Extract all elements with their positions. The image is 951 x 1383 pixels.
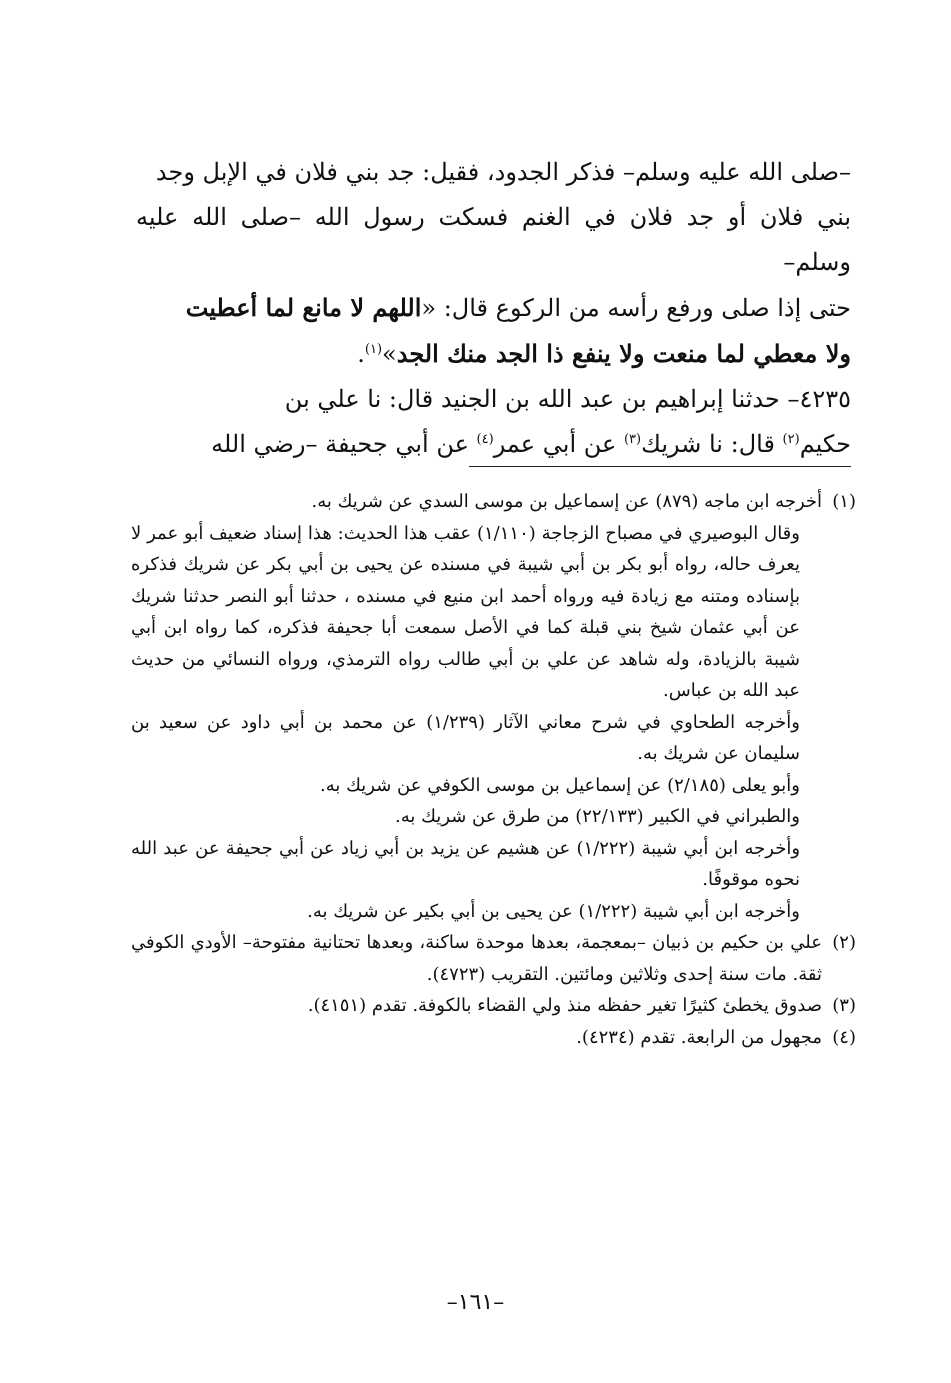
- main-text: [136, 150, 851, 467]
- hadith-quote-bold: اللهم لا مانع لما أعطيت: [185, 293, 422, 322]
- footnote-ref: (٤): [476, 432, 494, 447]
- hadith-text: حكيم: [799, 430, 851, 458]
- footnote-paragraph: علي بن حكيم بن ذبيان –بمعجمة، بعدها موحدة ساكنة، وبعدها تحتانية مفتوحة– الأودي الكوفي ثقة. مات سنة إحدى وثلاثين ومائتين. التقريب (٤٧٢٣).: [131, 932, 822, 985]
- period: .: [357, 340, 365, 368]
- hadith-line: ٤٢٣٥– حدثنا إبراهيم بن عبد الله بن الجنيد قال: نا علي بن: [284, 385, 851, 413]
- main-line: [136, 285, 851, 331]
- footnote-paragraph: أخرجه ابن ماجه (٨٧٩) عن إسماعيل بن موسى السدي عن شريك به.: [311, 491, 822, 512]
- footnotes: [131, 486, 856, 1053]
- footnote-number: (٢): [832, 932, 856, 953]
- footnote-paragraph: صدوق يخطئ كثيرًا تغير حفظه منذ ولي القضاء بالكوفة. تقدم (٤١٥١).: [307, 995, 822, 1016]
- quote-close: »: [382, 340, 397, 368]
- footnote-3: [131, 990, 856, 1022]
- main-line: [136, 331, 851, 377]
- footnote-paragraph: والطبراني في الكبير (٢٢/١٣٣) من طرق عن شريك به.: [395, 806, 800, 827]
- footnote-paragraph: وأخرجه ابن أبي شيبة (١/٢٢٢) عن هشيم عن يزيد بن أبي زياد عن أبي جحيفة عن عبد الله نحوه موقوفًا.: [131, 837, 801, 890]
- hadith-text: عن أبي جحيفة –رضي الله: [211, 430, 477, 458]
- footnote-paragraph: وأخرجه ابن أبي شيبة (١/٢٢٢) عن يحيى بن أبي بكير عن شريك به.: [307, 900, 800, 922]
- main-line: بني فلان أو جد فلان في الغنم فسكت رسول الله –صلى الله عليه وسلم–: [136, 203, 851, 276]
- footnote-4: [131, 1022, 856, 1054]
- hadith-line: [136, 422, 851, 467]
- footnote-ref: (١): [364, 342, 383, 357]
- main-line: –صلى الله عليه وسلم– فذكر الجدود، فقيل: جد بني فلان في الإبل وجد: [155, 158, 851, 186]
- footnote-body: [131, 486, 822, 927]
- footnote-body: [131, 1022, 822, 1054]
- hadith-quote-bold: ولا معطي لما منعت ولا ينفع ذا الجد منك الجد: [396, 339, 851, 368]
- footnote-divider: [469, 466, 851, 467]
- footnote-paragraph: وقال البوصيري في مصباح الزجاجة (١/١١٠) عقب هذا الحديث: هذا إسناد ضعيف أبو عمر لا يعرف حاله، رواه أبو بكر بن أبي شيبة في مسنده عن يحيى بن أبي بكر عن شريك فذكره بإسناده ومتنه مع زيادة فيه ورواه أحمد ابن منيع في مسنده ، حدثنا أبو النصر حدثنا شريك عن أبي عثمان شيخ بني قبلة كما في الأصل سمعت أبا جحيفة فذكره، كما رواه ابن أبي شيبة بالزيادة، وله شاهد عن علي بن أبي طالب رواه الترمذي، ورواه النسائي من حديث عبد الله بن عباس.: [131, 522, 800, 701]
- footnote-paragraph: وأخرجه الطحاوي في شرح معاني الآثار (١/٢٣٩) عن محمد بن أبي داود عن سعيد بن سليمان عن شريك به.: [131, 711, 800, 764]
- main-line-text: حتى إذا صلى ورفع رأسه من الركوع قال: «: [421, 294, 851, 322]
- page-number: –١٦١–: [446, 1290, 505, 1315]
- footnote-2: [131, 927, 856, 990]
- footnote-body: [131, 990, 822, 1022]
- footnote-paragraph: مجهول من الرابعة. تقدم (٤٢٣٤).: [576, 1026, 822, 1048]
- footnote-1: [131, 486, 856, 927]
- hadith-text: قال: نا شريك: [641, 430, 783, 458]
- footnote-number: (١): [832, 491, 856, 512]
- footnote-ref: (٣): [623, 432, 642, 447]
- footnote-number: (٤): [832, 1026, 856, 1048]
- footnote-number: (٣): [832, 995, 856, 1016]
- hadith-text: عن أبي عمر: [493, 430, 624, 458]
- footnote-ref: (٢): [782, 432, 800, 447]
- footnote-paragraph: وأبو يعلى (٢/١٨٥) عن إسماعيل بن موسى الكوفي عن شريك به.: [320, 774, 800, 796]
- footnote-body: [131, 927, 822, 990]
